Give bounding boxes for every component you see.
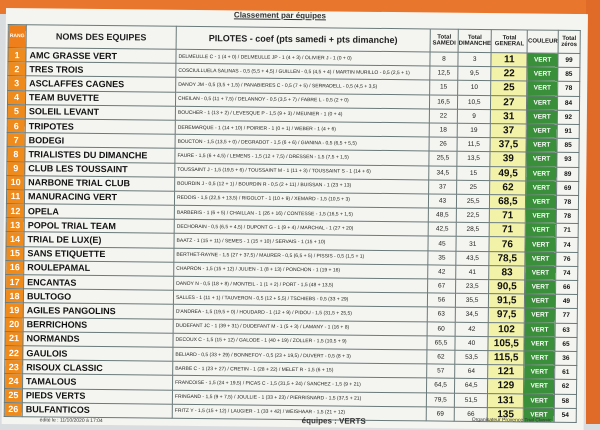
organizer: Organisateur Provence Trial Classic	[471, 416, 552, 424]
total-samedi: 25,5	[429, 151, 457, 165]
couleur-cell: VERT	[527, 67, 558, 82]
couleur-cell: VERT	[525, 223, 556, 238]
couleur-cell: VERT	[526, 209, 557, 224]
pilots-cell: FRANCOISE - 1,5 (24 + 19,5) / PICAS C - 1,5 (31,5 + 24) / SANCHEZ - 1,5 (9 + 21)	[173, 376, 427, 393]
rank-cell: 18	[5, 289, 23, 303]
couleur-cell: VERT	[527, 81, 558, 96]
pilots-cell: FRITZ Y - 1,5 (15 + 12) / LAUGIER - 1 (33 + 42) / WEISHAAR - 1,5 (21 + 12)	[172, 404, 426, 421]
pilots-cell: DELMEULLE C - 1 (4 + 0) / DELMEULLE JP - 1 (4 + 3) / OLIVIER J - 1 (0 + 0)	[176, 49, 430, 66]
pilots-cell: DANOY N - 0,5 (18 + 8) / MONTEIL - 1 (1 + 2) / PORT - 1,5 (48 + 13,5)	[174, 276, 428, 293]
total-zeros: 66	[556, 280, 578, 294]
total-samedi: 67	[428, 279, 456, 293]
pilots-cell: D'ANDREA - 1,5 (19,5 + 0) / HOUDARD - 1 (12 + 9) / PIDOU - 1,5 (31,5 + 25,5)	[173, 305, 427, 322]
rank-cell: 24	[5, 374, 23, 388]
team-colour-footer: équipes : VERTS	[301, 416, 366, 426]
team-name: NARBONE TRIAL CLUB	[25, 175, 175, 191]
total-general: 31	[491, 109, 527, 124]
total-dimanche: 64,5	[454, 379, 487, 394]
rank-cell: 4	[7, 90, 25, 104]
total-dimanche: 31	[456, 237, 489, 252]
total-zeros: 58	[554, 394, 576, 408]
total-samedi: 22	[429, 109, 457, 123]
header-dimanche: Total DIMANCHE	[458, 29, 492, 52]
team-name: BULTOGO	[23, 289, 173, 305]
rank-cell: 17	[6, 275, 24, 289]
couleur-cell: VERT	[524, 393, 555, 408]
rank-cell: 26	[4, 402, 22, 416]
total-zeros: 76	[556, 252, 578, 266]
total-samedi: 56	[427, 293, 455, 307]
total-general: 68,5	[490, 194, 526, 209]
couleur-cell: VERT	[526, 195, 557, 210]
couleur-cell: VERT	[526, 138, 557, 153]
total-dimanche: 11,5	[457, 137, 490, 152]
pilots-cell: BOUCTON - 1,5 (13,5 + 0) / DEGRADOT - 1,5 (6 + 6) / GIANINA - 0,5 (6,5 + 5,5)	[175, 134, 429, 151]
total-zeros: 77	[555, 309, 577, 323]
rank-cell: 22	[5, 345, 23, 359]
pilots-cell: DECHORAIN - 0,5 (6,5 + 4,5) / DUPONT G - 1 (9 + 4) / MARCHAL - 1 (27 + 20)	[174, 220, 428, 237]
total-general: 49,5	[490, 166, 526, 181]
sheet-title: Classement par équipes	[233, 10, 327, 21]
rank-cell: 8	[7, 147, 25, 161]
total-dimanche: 10,5	[457, 95, 490, 110]
pilots-cell: BAATZ - 1 (15 + 11) / SEMES - 1 (15 + 10) / SERVAIS - 1 (15 + 10)	[174, 234, 428, 251]
total-dimanche: 23,5	[456, 279, 489, 294]
total-general: 25	[491, 81, 527, 96]
team-name: AGILES PANGOLINS	[23, 303, 173, 319]
pilots-cell: DEREMARQUE - 1 (14 + 10) / POIRIER - 1 (0 + 1) / WEBER - 1 (4 + 6)	[175, 120, 429, 137]
pilots-cell: REDOIS - 1,5 (22,5 + 13,5) / RIGOLOT - 1 (10 + 9) / XEMARD - 1,5 (10,5 + 3)	[174, 191, 428, 208]
total-dimanche: 34,5	[455, 308, 488, 323]
couleur-cell: VERT	[524, 323, 555, 338]
total-general: 115,5	[488, 351, 524, 366]
couleur-cell: VERT	[525, 280, 556, 295]
total-samedi: 16,5	[429, 95, 457, 109]
total-dimanche: 43,5	[456, 251, 489, 266]
total-dimanche: 51,5	[454, 393, 487, 408]
team-name: NORMANDS	[23, 331, 173, 347]
total-samedi: 34,5	[429, 165, 457, 179]
couleur-cell: VERT	[526, 152, 557, 167]
pilots-cell: DUDEFANT JC - 1 (39 + 31) / DUDEFANT M - 1 (5 + 3) / LAMANY - 1 (16 + 8)	[173, 319, 427, 336]
pilots-cell: BARBERIS - 1 (6 + 5) / CHAILLAN - 1 (26 + 16) / CONTESSE - 1,5 (16,5 + 1,5)	[174, 205, 428, 222]
total-dimanche: 22,5	[456, 208, 489, 223]
results-table	[4, 24, 581, 423]
total-general: 91,5	[489, 294, 525, 309]
team-name: SANS ETIQUETTE	[24, 246, 174, 262]
total-general: 27	[491, 95, 527, 110]
total-zeros: 65	[555, 337, 577, 351]
team-name: SOLEIL LEVANT	[25, 104, 175, 120]
couleur-cell: VERT	[527, 110, 558, 125]
edited-date: édité le : 11/10/2020 à 17:04	[39, 417, 103, 425]
rank-cell: 15	[6, 246, 24, 260]
couleur-cell: VERT	[524, 365, 555, 380]
couleur-cell: VERT	[524, 337, 555, 352]
total-zeros: 74	[556, 266, 578, 280]
pilots-cell: SALLES - 1 (11 + 1) / TAUVERON - 0,5 (12 + 5,5) / TSCHIEBS - 0,5 (33 + 29)	[173, 290, 427, 307]
header-general: Total GENERAL	[491, 30, 527, 53]
header-samedi: Total SAMEDI	[430, 29, 458, 52]
rank-cell: 11	[6, 189, 24, 203]
team-name: PIEDS VERTS	[22, 388, 172, 404]
total-samedi: 60	[427, 321, 455, 335]
total-general: 22	[491, 67, 527, 82]
total-dimanche: 64	[455, 364, 488, 379]
team-name: GAULOIS	[23, 346, 173, 362]
total-samedi: 43	[428, 194, 456, 208]
total-dimanche: 41	[456, 265, 489, 280]
total-general: 131	[488, 393, 524, 408]
total-general: 71	[489, 223, 525, 238]
header-pilots: PILOTES - coef (pts samedi + pts dimanche)	[176, 26, 430, 52]
total-samedi: 65,5	[427, 336, 455, 350]
total-dimanche: 42	[455, 322, 488, 337]
total-zeros: 36	[555, 351, 577, 365]
team-name: ASCLAFFES CAGNES	[26, 76, 176, 92]
total-dimanche: 3	[458, 52, 491, 67]
total-zeros: 63	[555, 323, 577, 337]
rank-cell: 20	[5, 317, 23, 331]
team-name: TRIAL DE LUX(E)	[24, 232, 174, 248]
total-zeros: 49	[555, 294, 577, 308]
total-general: 105,5	[488, 336, 524, 351]
team-name: OPELA	[24, 204, 174, 220]
couleur-cell: VERT	[525, 252, 556, 267]
header-zero: Total zéros	[558, 30, 580, 53]
total-zeros: 54	[554, 408, 576, 422]
rank-cell: 7	[7, 133, 25, 147]
total-dimanche: 10	[458, 81, 491, 96]
total-general: 37,5	[490, 138, 526, 153]
pilots-cell: COSCIULLUELA SALINAS - 0,5 (5,5 + 4,5) / GUILLEN - 0,5 (4,5 + 4) / MARTIN MURILLO - 0,5 (2,5 + 1)	[176, 63, 430, 80]
pilots-cell: DANOY JM - 0,5 (3,5 + 1,5) / PANABIERES C - 0,5 (7 + 5) / SERRADELL - 0,5 (4,5 + 3,5)	[176, 78, 430, 95]
total-samedi: 26	[429, 137, 457, 151]
total-zeros: 93	[557, 153, 579, 167]
total-general: 121	[488, 365, 524, 380]
pilots-cell: FRINGAND - 1,5 (9 + 7,5) / JOULLIE - 1 (33 + 23) / PIERRISNARD - 1,5 (37,5 + 21)	[172, 390, 426, 407]
total-samedi: 8	[430, 52, 458, 66]
couleur-cell: VERT	[524, 351, 555, 366]
couleur-cell: VERT	[526, 181, 557, 196]
pilots-cell: BOUCHER - 1 (13 + 2) / LEVESQUE P - 1,5 (9 + 3) / MEUNIER - 1 (0 + 4)	[175, 106, 429, 123]
team-name: CLUB LES TOUSSAINT	[25, 161, 175, 177]
header-couleur: COULEUR	[527, 30, 558, 53]
rank-cell: 5	[7, 104, 25, 118]
total-general: 37	[490, 124, 526, 139]
total-samedi: 42	[428, 265, 456, 279]
team-name: TRIPOTES	[25, 119, 175, 135]
total-zeros: 85	[557, 138, 579, 152]
pilots-cell: TOUSSAINT J - 1,5 (19,5 + 6) / TOUSSAINT M - 1 (11 + 3) / TOUSSAINT S - 1 (14 + 6)	[175, 163, 429, 180]
rank-cell: 2	[8, 62, 26, 76]
rank-cell: 14	[6, 232, 24, 246]
pilots-cell: BOURDIN J - 0,5 (12 + 1) / BOURDIN R - 0,5 (2 + 11) / BUISSAN - 1 (23 + 13)	[175, 177, 429, 194]
team-name: TEAM BUVETTE	[25, 90, 175, 106]
total-samedi: 48,5	[428, 208, 456, 222]
total-dimanche: 13,5	[457, 152, 490, 167]
results-sheet	[2, 8, 588, 430]
total-dimanche: 35,5	[455, 293, 488, 308]
total-zeros: 78	[556, 209, 578, 223]
total-samedi: 45	[428, 236, 456, 250]
total-general: 102	[488, 322, 524, 337]
pilots-cell: FAURE - 1,5 (6 + 4,5) / LEMENS - 1,5 (12 + 7,5) / DRESSEN - 1,5 (7,5 + 1,5)	[175, 149, 429, 166]
team-name: RISOUX CLASSIC	[23, 360, 173, 376]
total-general: 135	[488, 407, 524, 422]
total-general: 11	[491, 53, 527, 68]
total-zeros: 92	[557, 110, 579, 124]
total-general: 90,5	[489, 280, 525, 295]
total-zeros: 84	[557, 96, 579, 110]
total-zeros: 69	[557, 181, 579, 195]
total-general: 97,5	[489, 308, 525, 323]
total-zeros: 78	[556, 195, 578, 209]
team-name: TAMALOUS	[23, 374, 173, 390]
couleur-cell: VERT	[525, 308, 556, 323]
team-name: AMC GRASSE VERT	[26, 48, 176, 64]
total-samedi: 63	[427, 307, 455, 321]
total-samedi: 57	[427, 364, 455, 378]
rank-cell: 23	[5, 360, 23, 374]
total-zeros: 89	[557, 167, 579, 181]
pilots-cell: CHEILAN - 0,5 (11 + 7,5) / DELANNOY - 0,5 (3,5 + 7) / FABRE L - 0,5 (2 + 0)	[175, 92, 429, 109]
total-dimanche: 66	[454, 407, 487, 422]
team-name: ENCANTAS	[24, 275, 174, 291]
total-dimanche: 40	[455, 336, 488, 351]
team-name: ROULEPAMAL	[24, 261, 174, 277]
rank-cell: 25	[4, 388, 22, 402]
pilots-cell: DECOUX C - 1,5 (15 + 12) / GALODE - 1 (40 + 19) / ZOLLER - 1,5 (10,5 + 9)	[173, 333, 427, 350]
total-zeros: 99	[558, 53, 580, 67]
total-dimanche: 53,5	[455, 350, 488, 365]
couleur-cell: VERT	[525, 266, 556, 281]
rank-cell: 1	[8, 48, 26, 62]
total-dimanche: 19	[457, 123, 490, 138]
couleur-cell: VERT	[527, 96, 558, 111]
total-general: 39	[490, 152, 526, 167]
pilots-cell: BERTHET-RAYNE - 1,5 (27 + 37,5) / MAURER - 0,5 (6,5 + 5) / PISSIS - 0,5 (1,5 + 1)	[174, 248, 428, 265]
orange-backdrop-right	[586, 0, 600, 424]
total-samedi: 37	[429, 180, 457, 194]
total-dimanche: 25	[457, 180, 490, 195]
total-general: 62	[490, 180, 526, 195]
team-name: TRES TROIS	[26, 62, 176, 78]
total-zeros: 78	[558, 82, 580, 96]
header-rank: RANG	[8, 25, 26, 48]
rank-cell: 9	[7, 161, 25, 175]
team-name: TRIALISTES DU DIMANCHE	[25, 147, 175, 163]
total-dimanche: 28,5	[456, 222, 489, 237]
couleur-cell: VERT	[527, 53, 558, 68]
total-samedi: 69	[426, 407, 454, 421]
team-name: POPOL TRIAL TEAM	[24, 218, 174, 234]
total-samedi: 42,5	[428, 222, 456, 236]
team-name: BODEGI	[25, 133, 175, 149]
couleur-cell: VERT	[524, 379, 555, 394]
team-name: BERRICHONS	[23, 317, 173, 333]
couleur-cell: VERT	[524, 408, 555, 423]
pilots-cell: BARBE C - 1 (23 + 27) / CRETIN - 1 (28 + 22) / MELET R - 1,5 (6 + 15)	[173, 361, 427, 378]
total-dimanche: 9,5	[458, 66, 491, 81]
total-general: 76	[489, 237, 525, 252]
total-dimanche: 9	[457, 109, 490, 124]
rank-cell: 10	[7, 175, 25, 189]
rank-cell: 12	[6, 204, 24, 218]
couleur-cell: VERT	[526, 166, 557, 181]
header-team: NOMS DES EQUIPES	[26, 25, 176, 50]
total-zeros: 61	[555, 365, 577, 379]
team-name: BULFANTICOS	[22, 402, 172, 418]
couleur-cell: VERT	[526, 124, 557, 139]
total-samedi: 64,5	[426, 378, 454, 392]
total-dimanche: 25,5	[456, 194, 489, 209]
total-general: 71	[490, 209, 526, 224]
rank-cell: 13	[6, 218, 24, 232]
total-zeros: 85	[558, 67, 580, 81]
total-general: 129	[488, 379, 524, 394]
couleur-cell: VERT	[525, 294, 556, 309]
total-samedi: 18	[429, 123, 457, 137]
total-general: 83	[489, 265, 525, 280]
total-samedi: 62	[427, 350, 455, 364]
rank-cell: 21	[5, 331, 23, 345]
rank-cell: 16	[6, 260, 24, 274]
total-zeros: 74	[556, 238, 578, 252]
rank-cell: 19	[5, 303, 23, 317]
total-samedi: 79,5	[426, 392, 454, 406]
total-zeros: 71	[556, 224, 578, 238]
total-dimanche: 15	[457, 166, 490, 181]
rank-cell: 6	[7, 118, 25, 132]
couleur-cell: VERT	[525, 237, 556, 252]
pilots-cell: CHAPRON - 1,5 (15 + 12) / JULIEN - 1 (8 + 13) / PONCHON - 1 (19 + 16)	[174, 262, 428, 279]
pilots-cell: BELIARD - 0,5 (33 + 29) / BONNEFOY - 0,5 (23 + 19,5) / DUVERT - 0,5 (8 + 3)	[173, 347, 427, 364]
total-zeros: 62	[554, 380, 576, 394]
total-samedi: 15	[430, 80, 458, 94]
total-samedi: 12,5	[430, 66, 458, 80]
rank-cell: 3	[8, 76, 26, 90]
team-name: MANURACING VERT	[24, 190, 174, 206]
total-zeros: 91	[557, 124, 579, 138]
total-samedi: 35	[428, 251, 456, 265]
total-general: 78,5	[489, 251, 525, 266]
